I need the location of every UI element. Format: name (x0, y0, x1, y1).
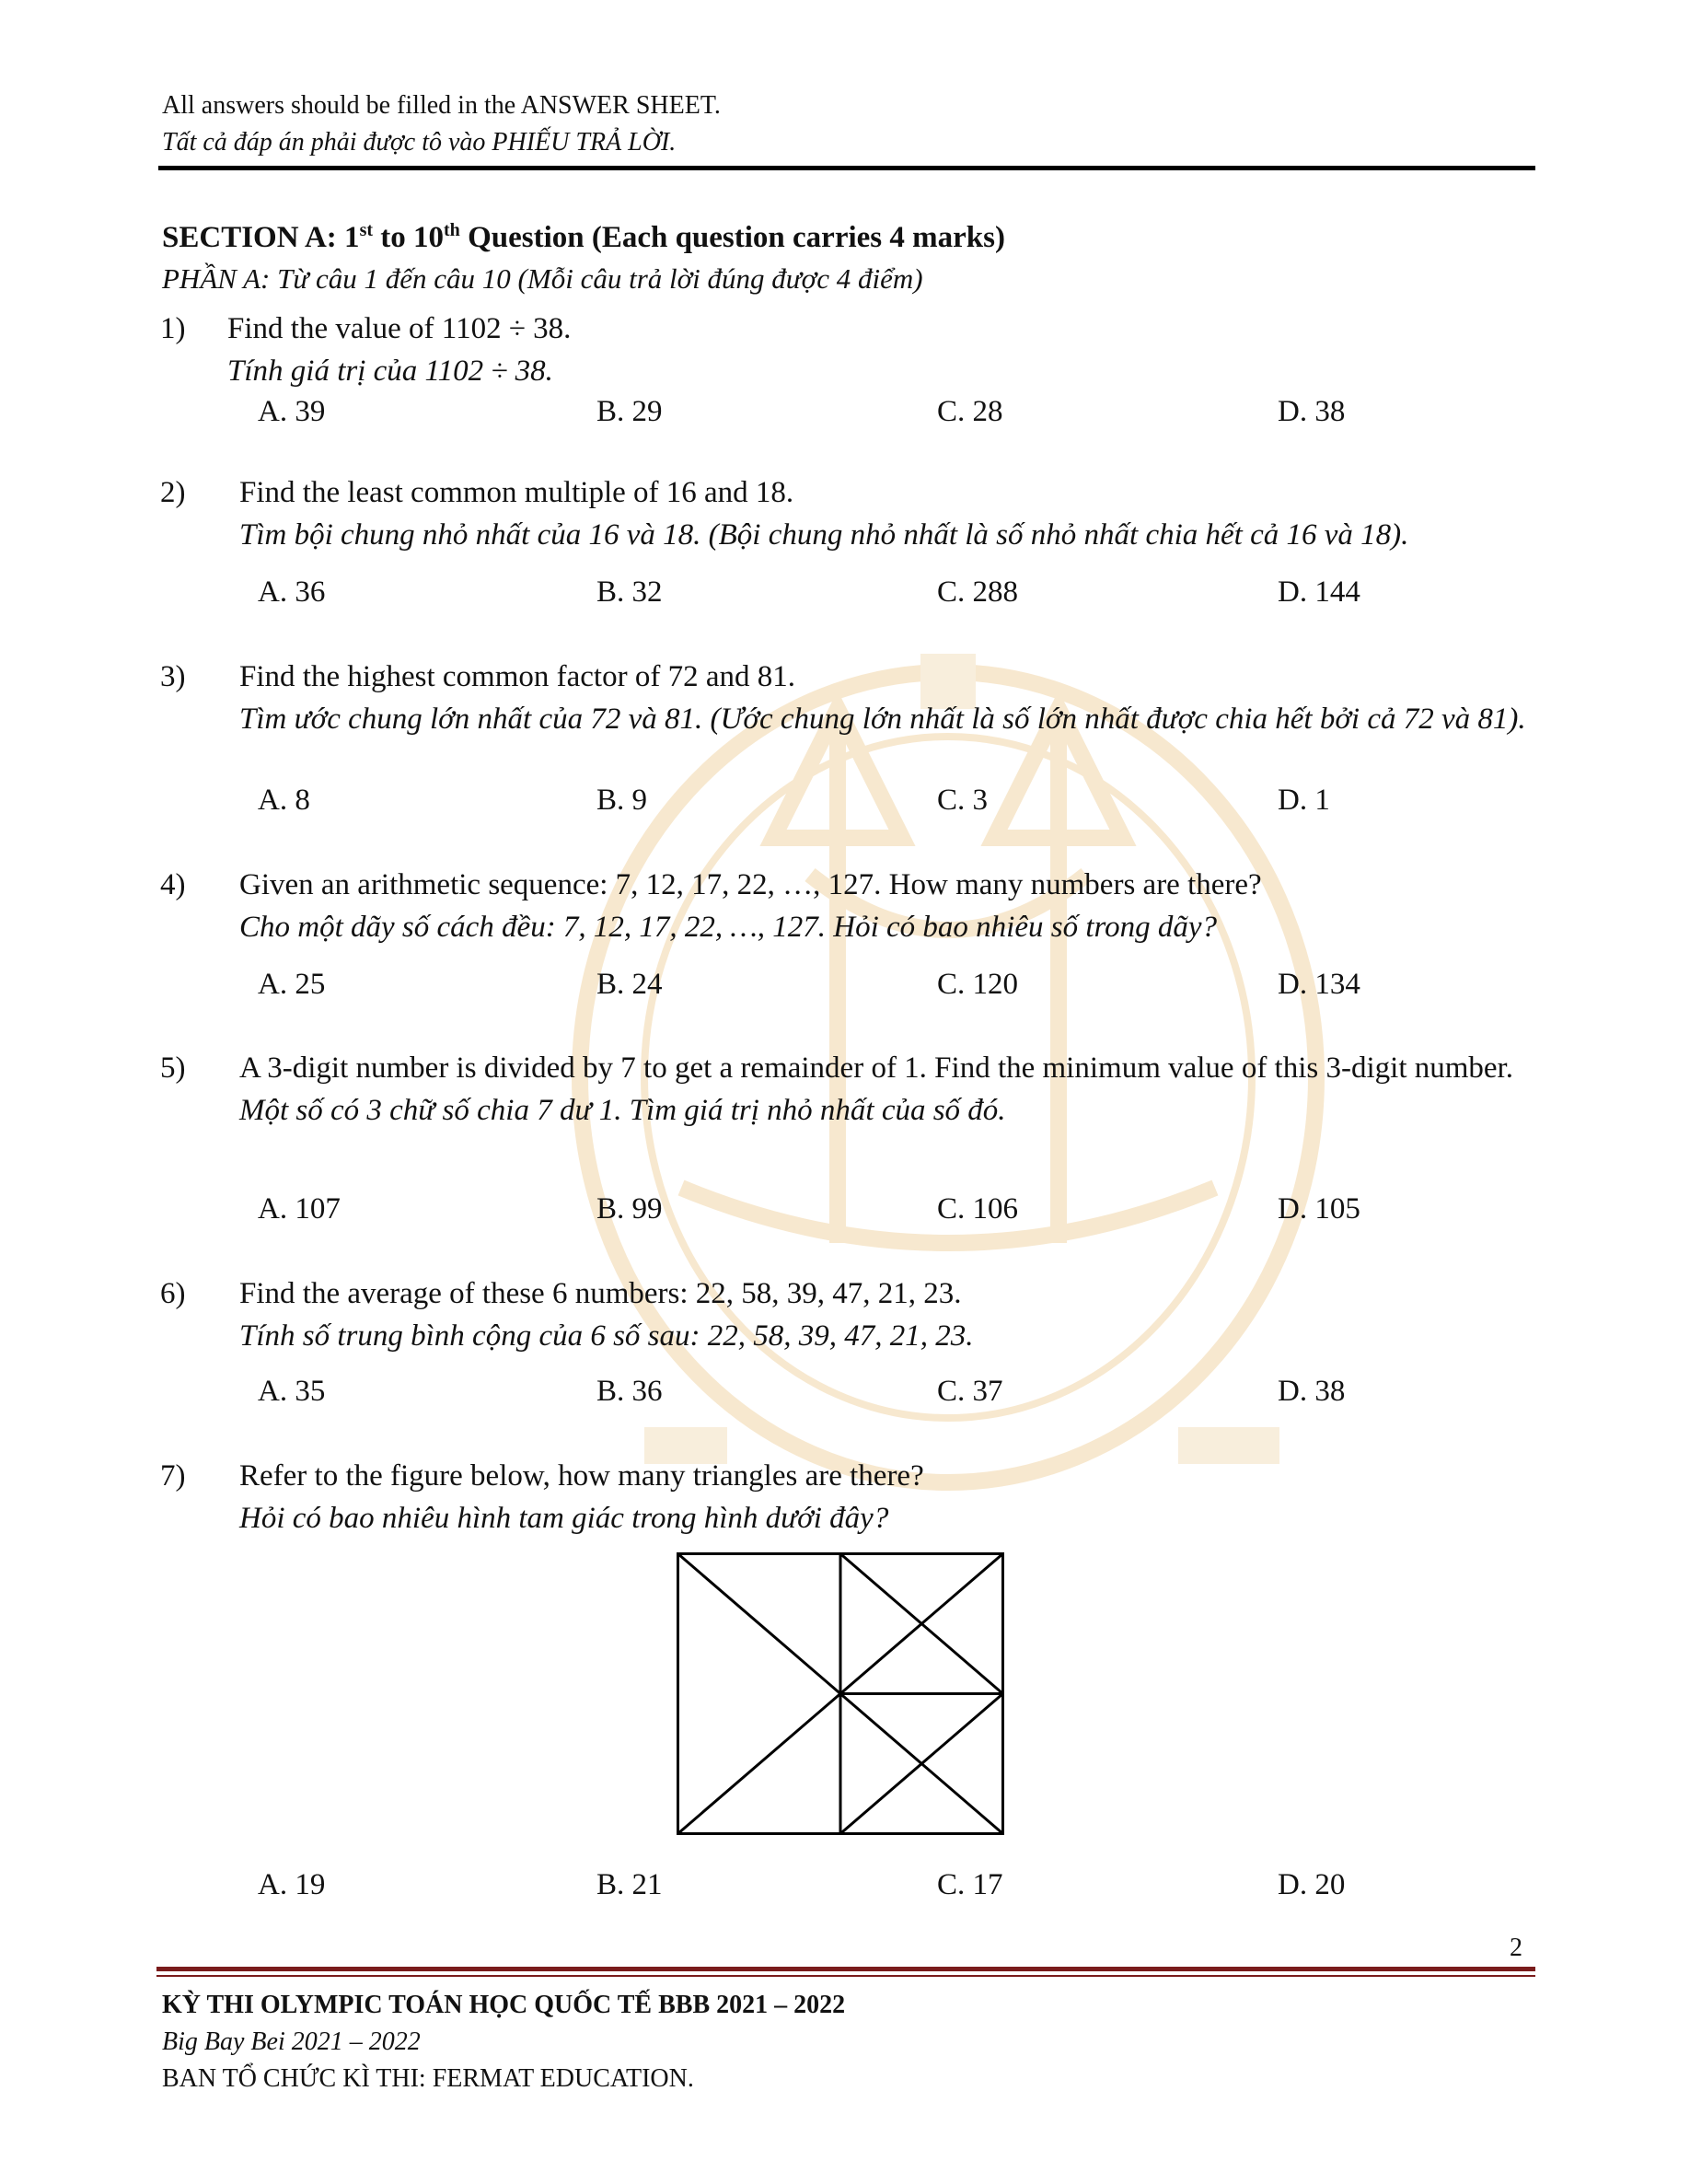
option-a[interactable]: A. 39 (258, 395, 326, 428)
option-d[interactable]: D. 144 (1278, 575, 1360, 609)
question-text-vi: Tính giá trị của 1102 ÷ 38. (227, 354, 553, 388)
question-text-en: Find the value of 1102 ÷ 38. (227, 312, 572, 345)
header-instruction-en: All answers should be filled in the ANSWER SHEET. (162, 91, 721, 120)
option-b[interactable]: B. 9 (596, 784, 648, 817)
question-text-vi: Tìm ước chung lớn nhất của 72 và 81. (Ước chung lớn nhất là số lớn nhất được chia hết bởi cả 72 và 81). (239, 703, 1526, 736)
option-d[interactable]: D. 20 (1278, 1868, 1346, 1901)
footer-organizer: BAN TỔ CHỨC KÌ THI: FERMAT EDUCATION. (162, 2064, 694, 2093)
option-b[interactable]: B. 24 (596, 968, 663, 1001)
question-number: 6) (160, 1277, 186, 1310)
question-text-en: Refer to the figure below, how many triangles are there? (239, 1459, 924, 1493)
option-d[interactable]: D. 38 (1278, 1375, 1346, 1408)
option-a[interactable]: A. 25 (258, 968, 326, 1001)
footer-exam-title: KỲ THI OLYMPIC TOÁN HỌC QUỐC TẾ BBB 2021 – 2022 (162, 1991, 846, 2019)
page-number: 2 (1510, 1934, 1522, 1962)
section-title: SECTION A: 1st to 10th Question (Each question carries 4 marks) (162, 220, 1005, 254)
question-number: 2) (160, 476, 186, 509)
question-number: 1) (160, 312, 186, 345)
section-heading (162, 209, 1534, 299)
footer-rule-thin (156, 1975, 1535, 1977)
option-b[interactable]: B. 36 (596, 1375, 663, 1408)
option-d[interactable]: D. 105 (1278, 1192, 1360, 1226)
option-a[interactable]: A. 19 (258, 1868, 326, 1901)
option-c[interactable]: C. 106 (937, 1192, 1019, 1226)
option-c[interactable]: C. 17 (937, 1868, 1003, 1901)
option-b[interactable]: B. 99 (596, 1192, 663, 1226)
option-b[interactable]: B. 32 (596, 575, 663, 609)
option-b[interactable]: B. 29 (596, 395, 663, 428)
header-rule (158, 166, 1535, 170)
question-text-vi: Hỏi có bao nhiêu hình tam giác trong hình dưới đây? (239, 1502, 889, 1535)
option-c[interactable]: C. 288 (937, 575, 1019, 609)
triangles-figure (677, 1552, 1004, 1835)
option-b[interactable]: B. 21 (596, 1868, 663, 1901)
question-text-en: Given an arithmetic sequence: 7, 12, 17, 22, …, 127. How many numbers are there? (239, 868, 1262, 901)
figure-left-diagonal-1 (678, 1554, 841, 1694)
header-instruction-vi: Tất cả đáp án phải được tô vào PHIẾU TRẢ LỜI. (162, 128, 677, 157)
section-subtitle: PHẦN A: Từ câu 1 đến câu 10 (Mỗi câu trả lời đúng được 4 điểm) (162, 262, 923, 295)
option-c[interactable]: C. 28 (937, 395, 1003, 428)
question-text-vi: Tính số trung bình cộng của 6 số sau: 22, 58, 39, 47, 21, 23. (239, 1319, 974, 1353)
page-header (162, 87, 1534, 161)
question-text-vi: Cho một dãy số cách đều: 7, 12, 17, 22, …, 127. Hỏi có bao nhiêu số trong dãy? (239, 911, 1218, 944)
question-number: 4) (160, 868, 186, 901)
question-text-vi: Tìm bội chung nhỏ nhất của 16 và 18. (Bội chung nhỏ nhất là số nhỏ nhất chia hết cả 16 và 18). (239, 518, 1409, 552)
page-footer (162, 1987, 1534, 2097)
option-c[interactable]: C. 37 (937, 1375, 1003, 1408)
question-text-vi: Một số có 3 chữ số chia 7 dư 1. Tìm giá trị nhỏ nhất của số đó. (239, 1094, 1006, 1127)
option-d[interactable]: D. 134 (1278, 968, 1360, 1001)
option-c[interactable]: C. 3 (937, 784, 989, 817)
question-text-en: A 3-digit number is divided by 7 to get a remainder of 1. Find the minimum value of this 3-digit number. (239, 1051, 1513, 1085)
option-d[interactable]: D. 38 (1278, 395, 1346, 428)
option-a[interactable]: A. 107 (258, 1192, 341, 1226)
question-text-en: Find the highest common factor of 72 and 81. (239, 660, 795, 693)
option-c[interactable]: C. 120 (937, 968, 1019, 1001)
option-a[interactable]: A. 36 (258, 575, 326, 609)
footer-edition: Big Bay Bei 2021 – 2022 (162, 2027, 421, 2056)
footer-rule-thick (156, 1967, 1535, 1971)
option-a[interactable]: A. 8 (258, 784, 310, 817)
question-number: 7) (160, 1459, 186, 1493)
question-text-en: Find the least common multiple of 16 and 18. (239, 476, 794, 509)
question-number: 3) (160, 660, 186, 693)
option-a[interactable]: A. 35 (258, 1375, 326, 1408)
question-text-en: Find the average of these 6 numbers: 22, 58, 39, 47, 21, 23. (239, 1277, 962, 1310)
figure-left-diagonal-2 (678, 1694, 841, 1834)
question-number: 5) (160, 1051, 186, 1085)
option-d[interactable]: D. 1 (1278, 784, 1330, 817)
